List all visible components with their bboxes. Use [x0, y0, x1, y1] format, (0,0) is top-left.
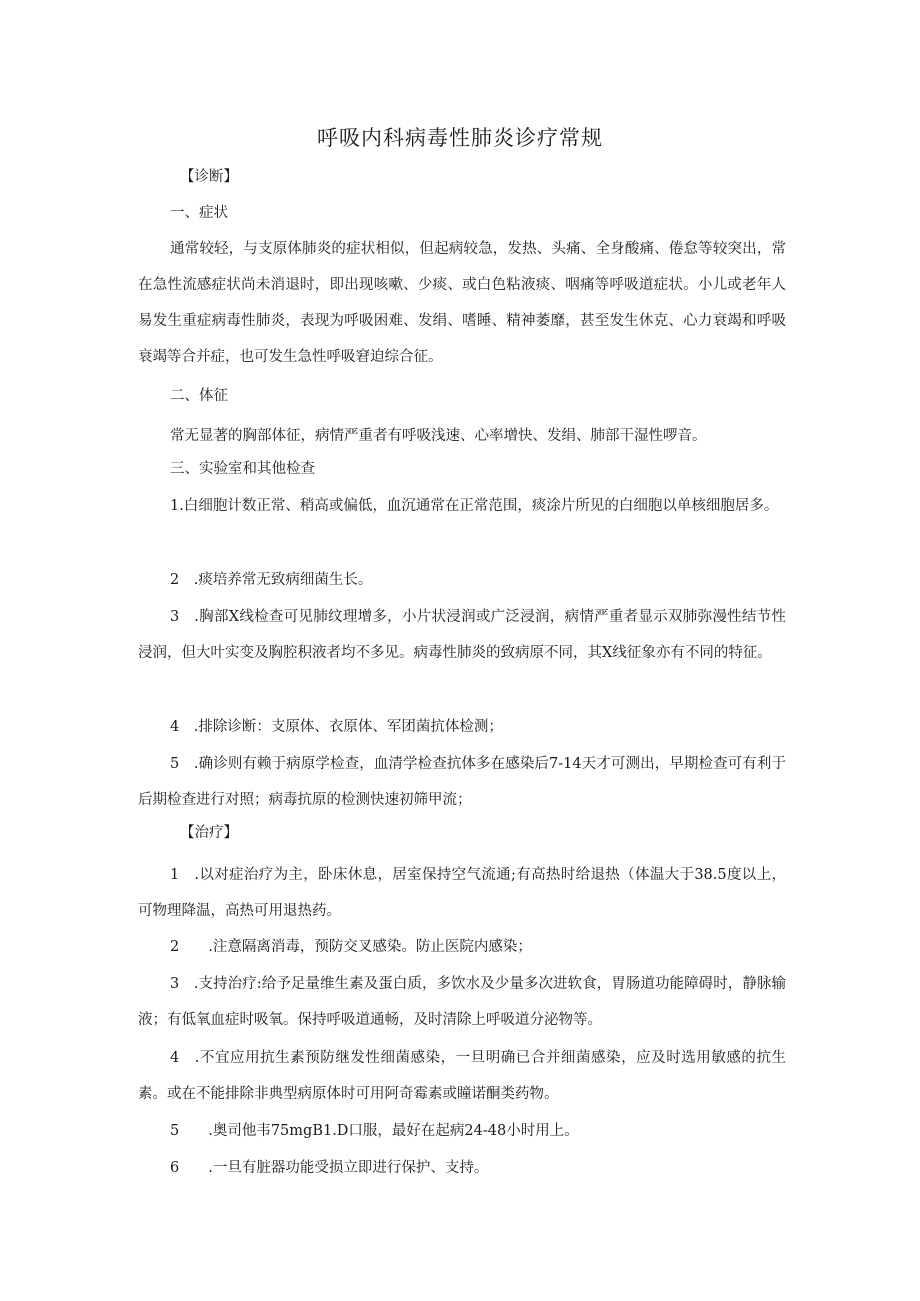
treatment-heading: 【治疗】	[180, 825, 238, 841]
symptoms-paragraph: 通常较轻，与支原体肺炎的症状相似，但起病较急，发热、头痛、全身酸痛、倦怠等较突出，常在急性流感症状尚未消退时，即出现咳嗽、少痰、或白色粘液痰、咽痛等呼吸道症状。小儿或老年人易发生重症病毒性肺炎，表现为呼吸困难、发绢、嗜睡、精神萎靡，甚至发生休克、心力衰竭和呼吸衰竭等合并症，也可发生急性呼吸窘迫综合征。	[138, 241, 786, 365]
treatment-item-3: 3 .支持治疗:给予足量维生素及蛋白质，多饮水及少量多次进软食，胃肠道功能障碍时，静脉输液；有低氧血症时吸氧。保持呼吸道通畅，及时清除上呼吸道分泌物等。	[138, 976, 786, 1028]
treatment-item-1: 1 .以对症治疗为主，卧床休息，居室保持空气流通;有高热时给退热（体温大于38.5度以上，可物理降温，高热可用退热药。	[138, 867, 786, 919]
lab-item-1: 1.白细胞计数正常、稍高或偏低，血沉通常在正常范围，痰涂片所见的白细胞以单核细胞居多。	[170, 498, 779, 514]
lab-item-5: 5 .确诊则有赖于病原学检查，血清学检查抗体多在感染后7-14天才可测出，早期检查可有利于后期检查进行对照；病毒抗原的检测快速初筛甲流；	[138, 756, 786, 808]
lab-item-2: 2 .痰培养常无致病细菌生长。	[170, 572, 373, 588]
symptoms-heading: 一、症状	[170, 205, 228, 221]
document-title: 呼吸内科病毒性肺炎诊疗常规	[317, 126, 603, 150]
lab-item-4: 4 .排除诊断：支原体、衣原体、军团菌抗体检测；	[170, 719, 503, 735]
signs-heading: 二、体征	[170, 388, 228, 404]
treatment-item-5: 5 .奥司他韦75mgB1.D口服，最好在起病24-48小时用上。	[170, 1123, 579, 1139]
diagnosis-heading: 【诊断】	[180, 169, 238, 185]
lab-item-3: 3 .胸部X线检查可见肺纹理增多，小片状浸润或广泛浸润，病情严重者显示双肺弥漫性结节性浸润，但大叶实变及胸腔积液者均不多见。病毒性肺炎的致病原不同，其X线征象亦有不同的特征。	[138, 609, 786, 661]
treatment-item-2: 2 .注意隔离消毒，预防交叉感染。防止医院内感染；	[170, 939, 532, 955]
lab-heading: 三、实验室和其他检查	[170, 461, 315, 477]
signs-paragraph: 常无显著的胸部体征，病情严重者有呼吸浅速、心率增快、发绢、肺部干湿性啰音。	[170, 428, 707, 444]
treatment-item-6: 6 .一旦有脏器功能受损立即进行保护、支持。	[170, 1160, 489, 1176]
treatment-item-4: 4 .不宜应用抗生素预防继发性细菌感染，一旦明确已合并细菌感染，应及时选用敏感的抗生素。或在不能排除非典型病原体时可用阿奇霉素或瞳诺酮类药物。	[138, 1050, 786, 1102]
